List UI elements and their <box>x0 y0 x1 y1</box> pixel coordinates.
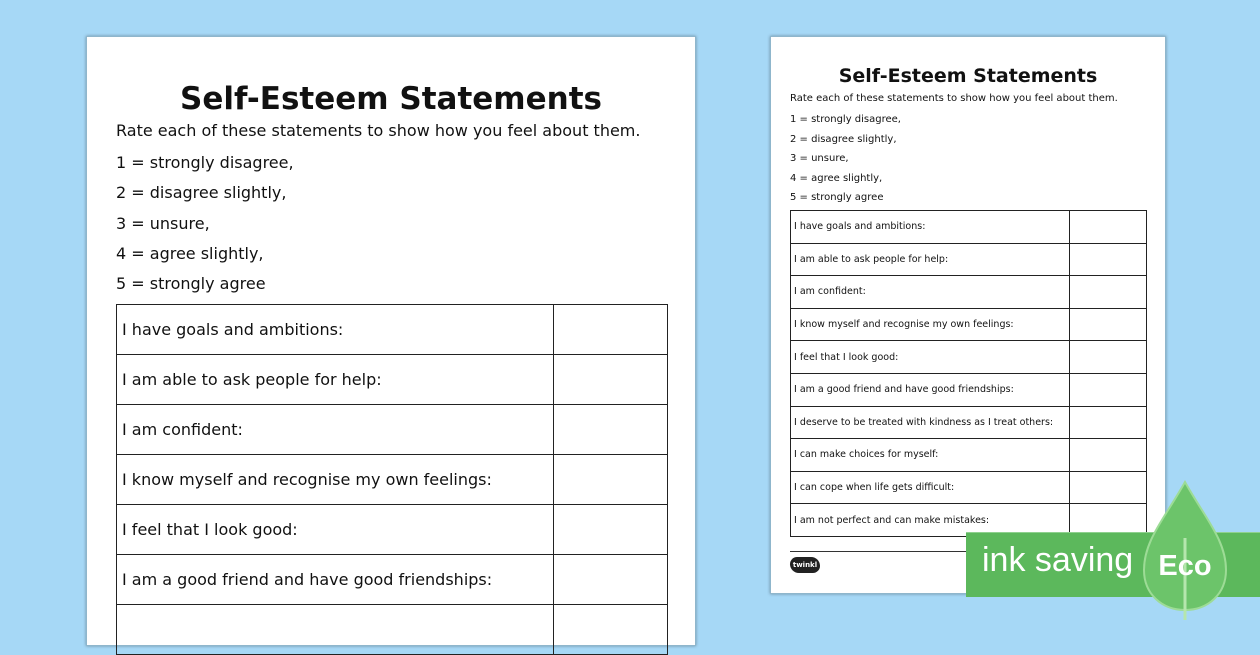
scale-item: 4 = agree slightly, <box>116 243 264 263</box>
worksheet-instructions: Rate each of these statements to show how you feel about them. <box>790 93 1118 104</box>
table-row <box>117 305 668 355</box>
scale-item: 4 = agree slightly, <box>790 172 883 184</box>
statement-cell: I know myself and recognise my own feelings: <box>791 308 1070 341</box>
statement-cell: I am a good friend and have good friendships: <box>791 373 1070 406</box>
table-row <box>117 455 668 505</box>
scale-item: 2 = disagree slightly, <box>790 133 897 145</box>
statements-table <box>116 304 668 655</box>
statement-cell: I am able to ask people for help: <box>791 243 1070 276</box>
table-row <box>791 471 1147 504</box>
rating-cell <box>1070 308 1147 341</box>
scale-item: 1 = strongly disagree, <box>790 114 901 125</box>
statement-cell: I know myself and recognise my own feelings: <box>117 455 554 505</box>
statement-cell: I feel that I look good: <box>791 341 1070 374</box>
statements-table <box>790 210 1147 537</box>
worksheet-instructions: Rate each of these statements to show how you feel about them. <box>116 121 641 140</box>
eco-leaf-icon <box>1140 478 1230 623</box>
rating-cell <box>554 505 668 555</box>
statement-cell: I can make choices for myself: <box>791 439 1070 472</box>
table-row <box>791 406 1147 439</box>
table-row <box>117 405 668 455</box>
statement-cell: I am confident: <box>791 276 1070 309</box>
statement-cell: I feel that I look good: <box>117 505 554 555</box>
table-row <box>791 341 1147 374</box>
statement-cell: I can cope when life gets difficult: <box>791 471 1070 504</box>
ink-saving-label: ink saving <box>982 541 1134 579</box>
statement-cell: I deserve to be treated with kindness as I treat others: <box>791 406 1070 439</box>
scale-item: 5 = strongly agree <box>790 192 884 203</box>
rating-scale <box>790 113 901 211</box>
rating-cell <box>1070 406 1147 439</box>
worksheet-title: Self-Esteem Statements <box>838 65 1098 87</box>
rating-cell <box>1070 341 1147 374</box>
rating-cell <box>1070 276 1147 309</box>
rating-cell <box>1070 211 1147 244</box>
twinkl-logo: twinkl <box>790 557 820 573</box>
table-row <box>791 211 1147 244</box>
table-row <box>791 243 1147 276</box>
table-row <box>117 505 668 555</box>
table-row <box>117 555 668 605</box>
statement-cell: I am a good friend and have good friendships: <box>117 555 554 605</box>
rating-cell <box>554 405 668 455</box>
rating-cell <box>1070 471 1147 504</box>
statement-cell: I am not perfect and can make mistakes: <box>791 504 1070 537</box>
rating-cell <box>554 455 668 505</box>
scale-item: 3 = unsure, <box>116 213 210 233</box>
rating-cell <box>1070 373 1147 406</box>
statement-cell: I am able to ask people for help: <box>117 355 554 405</box>
table-row <box>791 308 1147 341</box>
statement-cell: I am confident: <box>117 405 554 455</box>
statement-cell: I have goals and ambitions: <box>117 305 554 355</box>
scale-item: 2 = disagree slightly, <box>116 183 287 203</box>
rating-cell <box>554 355 668 405</box>
statement-cell: I have goals and ambitions: <box>791 211 1070 244</box>
rating-cell <box>1070 439 1147 472</box>
worksheet-preview-full <box>770 36 1166 594</box>
rating-cell <box>554 305 668 355</box>
rating-cell <box>1070 243 1147 276</box>
table-row <box>791 439 1147 472</box>
table-row <box>117 355 668 405</box>
scale-item: 3 = unsure, <box>790 153 849 164</box>
rating-cell <box>554 555 668 605</box>
scale-item: 5 = strongly agree <box>116 274 266 294</box>
scale-item: 1 = strongly disagree, <box>116 153 294 172</box>
worksheet-title: Self-Esteem Statements <box>180 81 602 117</box>
rating-scale <box>116 153 294 304</box>
table-row <box>791 276 1147 309</box>
table-row <box>791 373 1147 406</box>
worksheet-preview-large <box>86 36 696 646</box>
eco-label: Eco <box>1158 550 1212 582</box>
